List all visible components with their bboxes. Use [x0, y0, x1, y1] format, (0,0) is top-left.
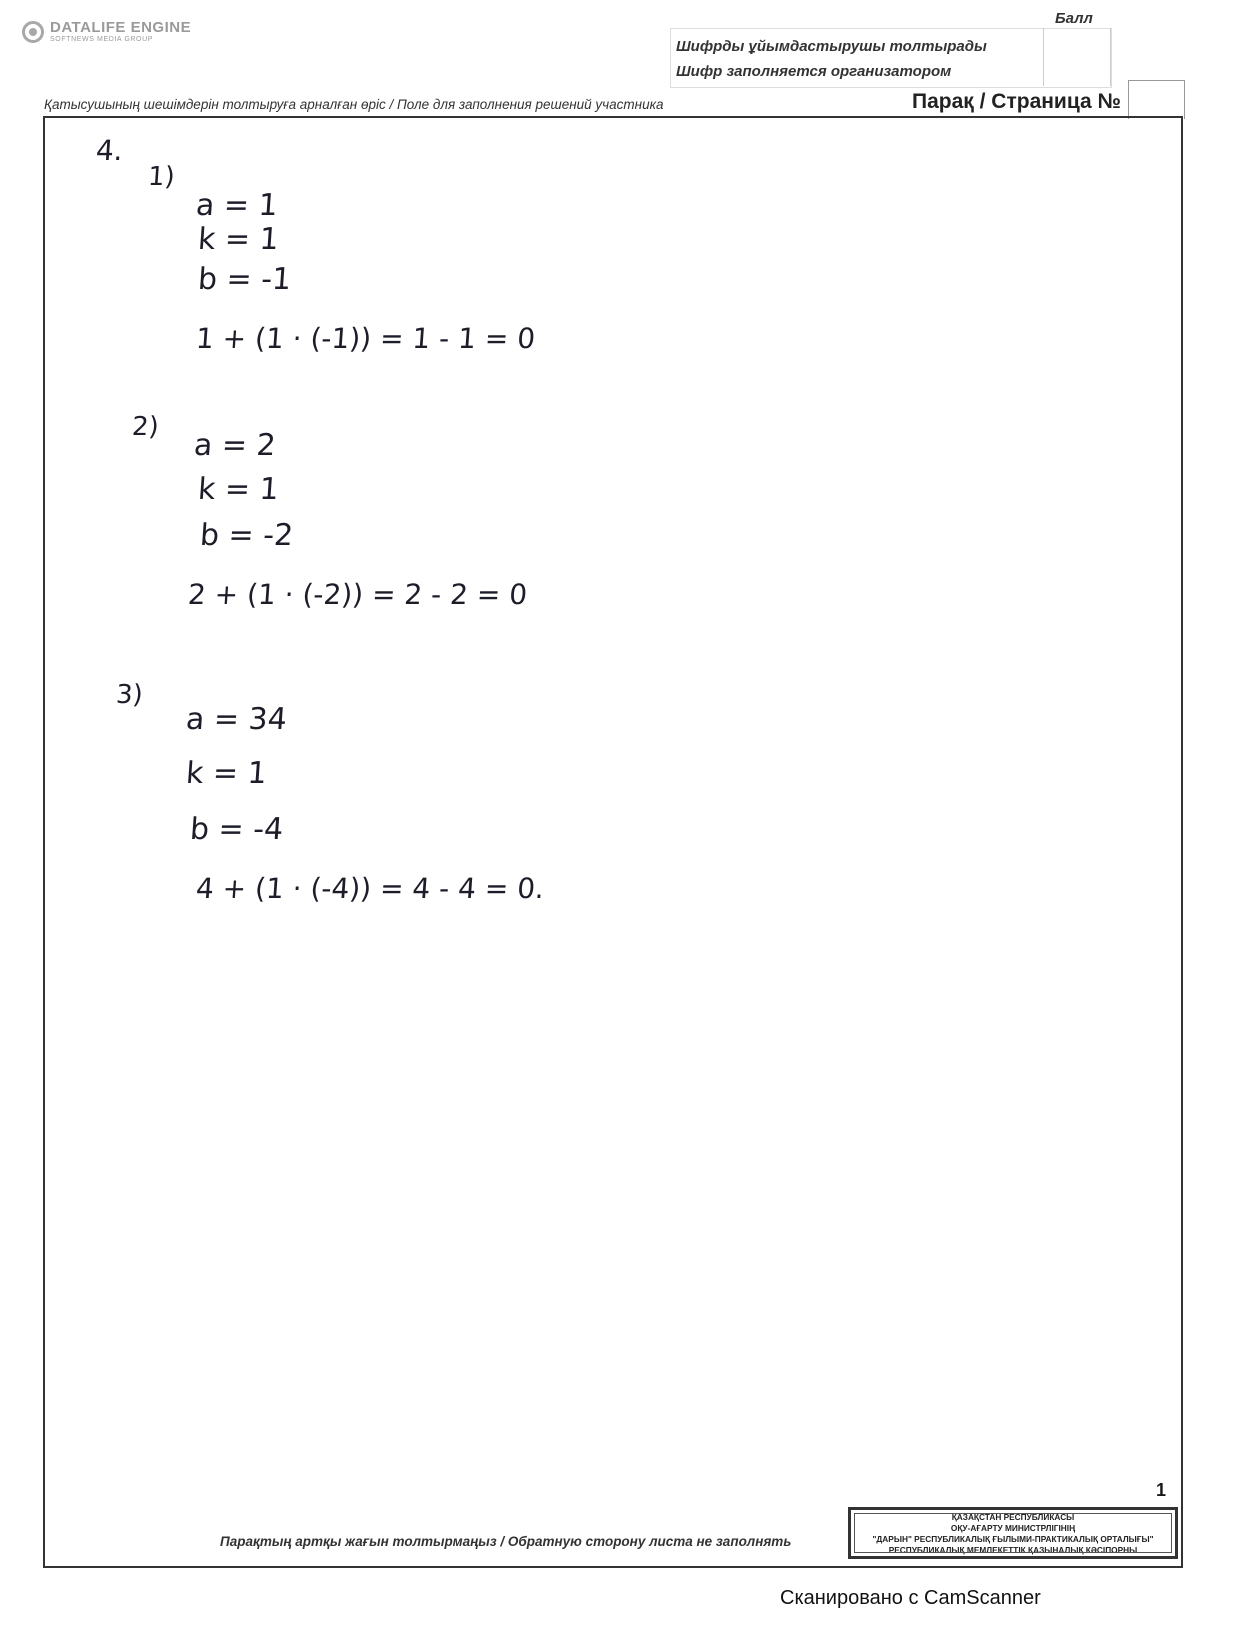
datalife-logo-icon	[22, 21, 44, 43]
part-3-a: a = 34	[184, 702, 289, 737]
stamp-inner-border	[854, 1513, 1172, 1553]
logo-subtitle: SOFTNEWS MEDIA GROUP	[50, 36, 154, 43]
part-2-a: a = 2	[192, 428, 277, 463]
part-2-label: 2)	[130, 412, 160, 442]
stamp-line: РЕСПУБЛИКАЛЫҚ МЕМЛЕКЕТТІК ҚАЗЫНАЛЫҚ КӘСІПОРНЫ	[888, 1545, 1138, 1555]
part-3-k: k = 1	[184, 756, 268, 791]
task-number: 4.	[94, 134, 124, 167]
datalife-logo	[22, 20, 191, 44]
part-2-b: b = -2	[198, 518, 295, 553]
field-title: Қатысушының шешімдерін толтыруға арналған өріс / Поле для заполнения решений участника	[44, 97, 664, 112]
part-2-equation: 2 + (1 · (-2)) = 2 - 2 = 0	[186, 578, 529, 611]
part-1-a: a = 1	[194, 188, 279, 223]
page-label: Парақ / Страница №	[912, 90, 1121, 113]
part-1-b: b = -1	[196, 262, 293, 297]
stamp-line: ОҚУ-АҒАРТУ МИНИСТРЛІГІНІҢ	[950, 1523, 1076, 1533]
part-1-k: k = 1	[196, 222, 280, 257]
camscanner-label: Сканировано с CamScanner	[780, 1587, 1041, 1609]
cipher-note-kz: Шифрды ұйымдастырушы толтырады	[676, 38, 987, 55]
part-1-label: 1)	[146, 162, 176, 192]
do-not-fill-note: Парақтың артқы жағын толтырмаңыз / Обратную сторону листа не заполнять	[220, 1534, 792, 1549]
organization-stamp	[848, 1507, 1178, 1559]
stamp-line: "ДАРЫН" РЕСПУБЛИКАЛЫҚ ҒЫЛЫМИ-ПРАКТИКАЛЫҚ ОРТАЛЫҒЫ"	[872, 1534, 1154, 1544]
cipher-note	[676, 34, 987, 84]
stamp-line: ҚАЗАҚСТАН РЕСПУБЛИКАСЫ	[951, 1512, 1075, 1522]
score-box	[1043, 28, 1111, 86]
part-3-b: b = -4	[188, 812, 285, 847]
part-3-equation: 4 + (1 · (-4)) = 4 - 4 = 0.	[194, 872, 546, 905]
page-number-box	[1128, 80, 1185, 119]
part-2-k: k = 1	[196, 472, 280, 507]
part-1-equation: 1 + (1 · (-1)) = 1 - 1 = 0	[194, 322, 537, 355]
logo-title: DATALIFE ENGINE	[50, 19, 192, 36]
cipher-note-ru: Шифр заполняется организатором	[676, 63, 952, 80]
score-label: Балл	[1055, 10, 1093, 27]
part-3-label: 3)	[114, 680, 144, 710]
page-index: 1	[1156, 1480, 1167, 1500]
datalife-logo-text	[50, 20, 191, 44]
